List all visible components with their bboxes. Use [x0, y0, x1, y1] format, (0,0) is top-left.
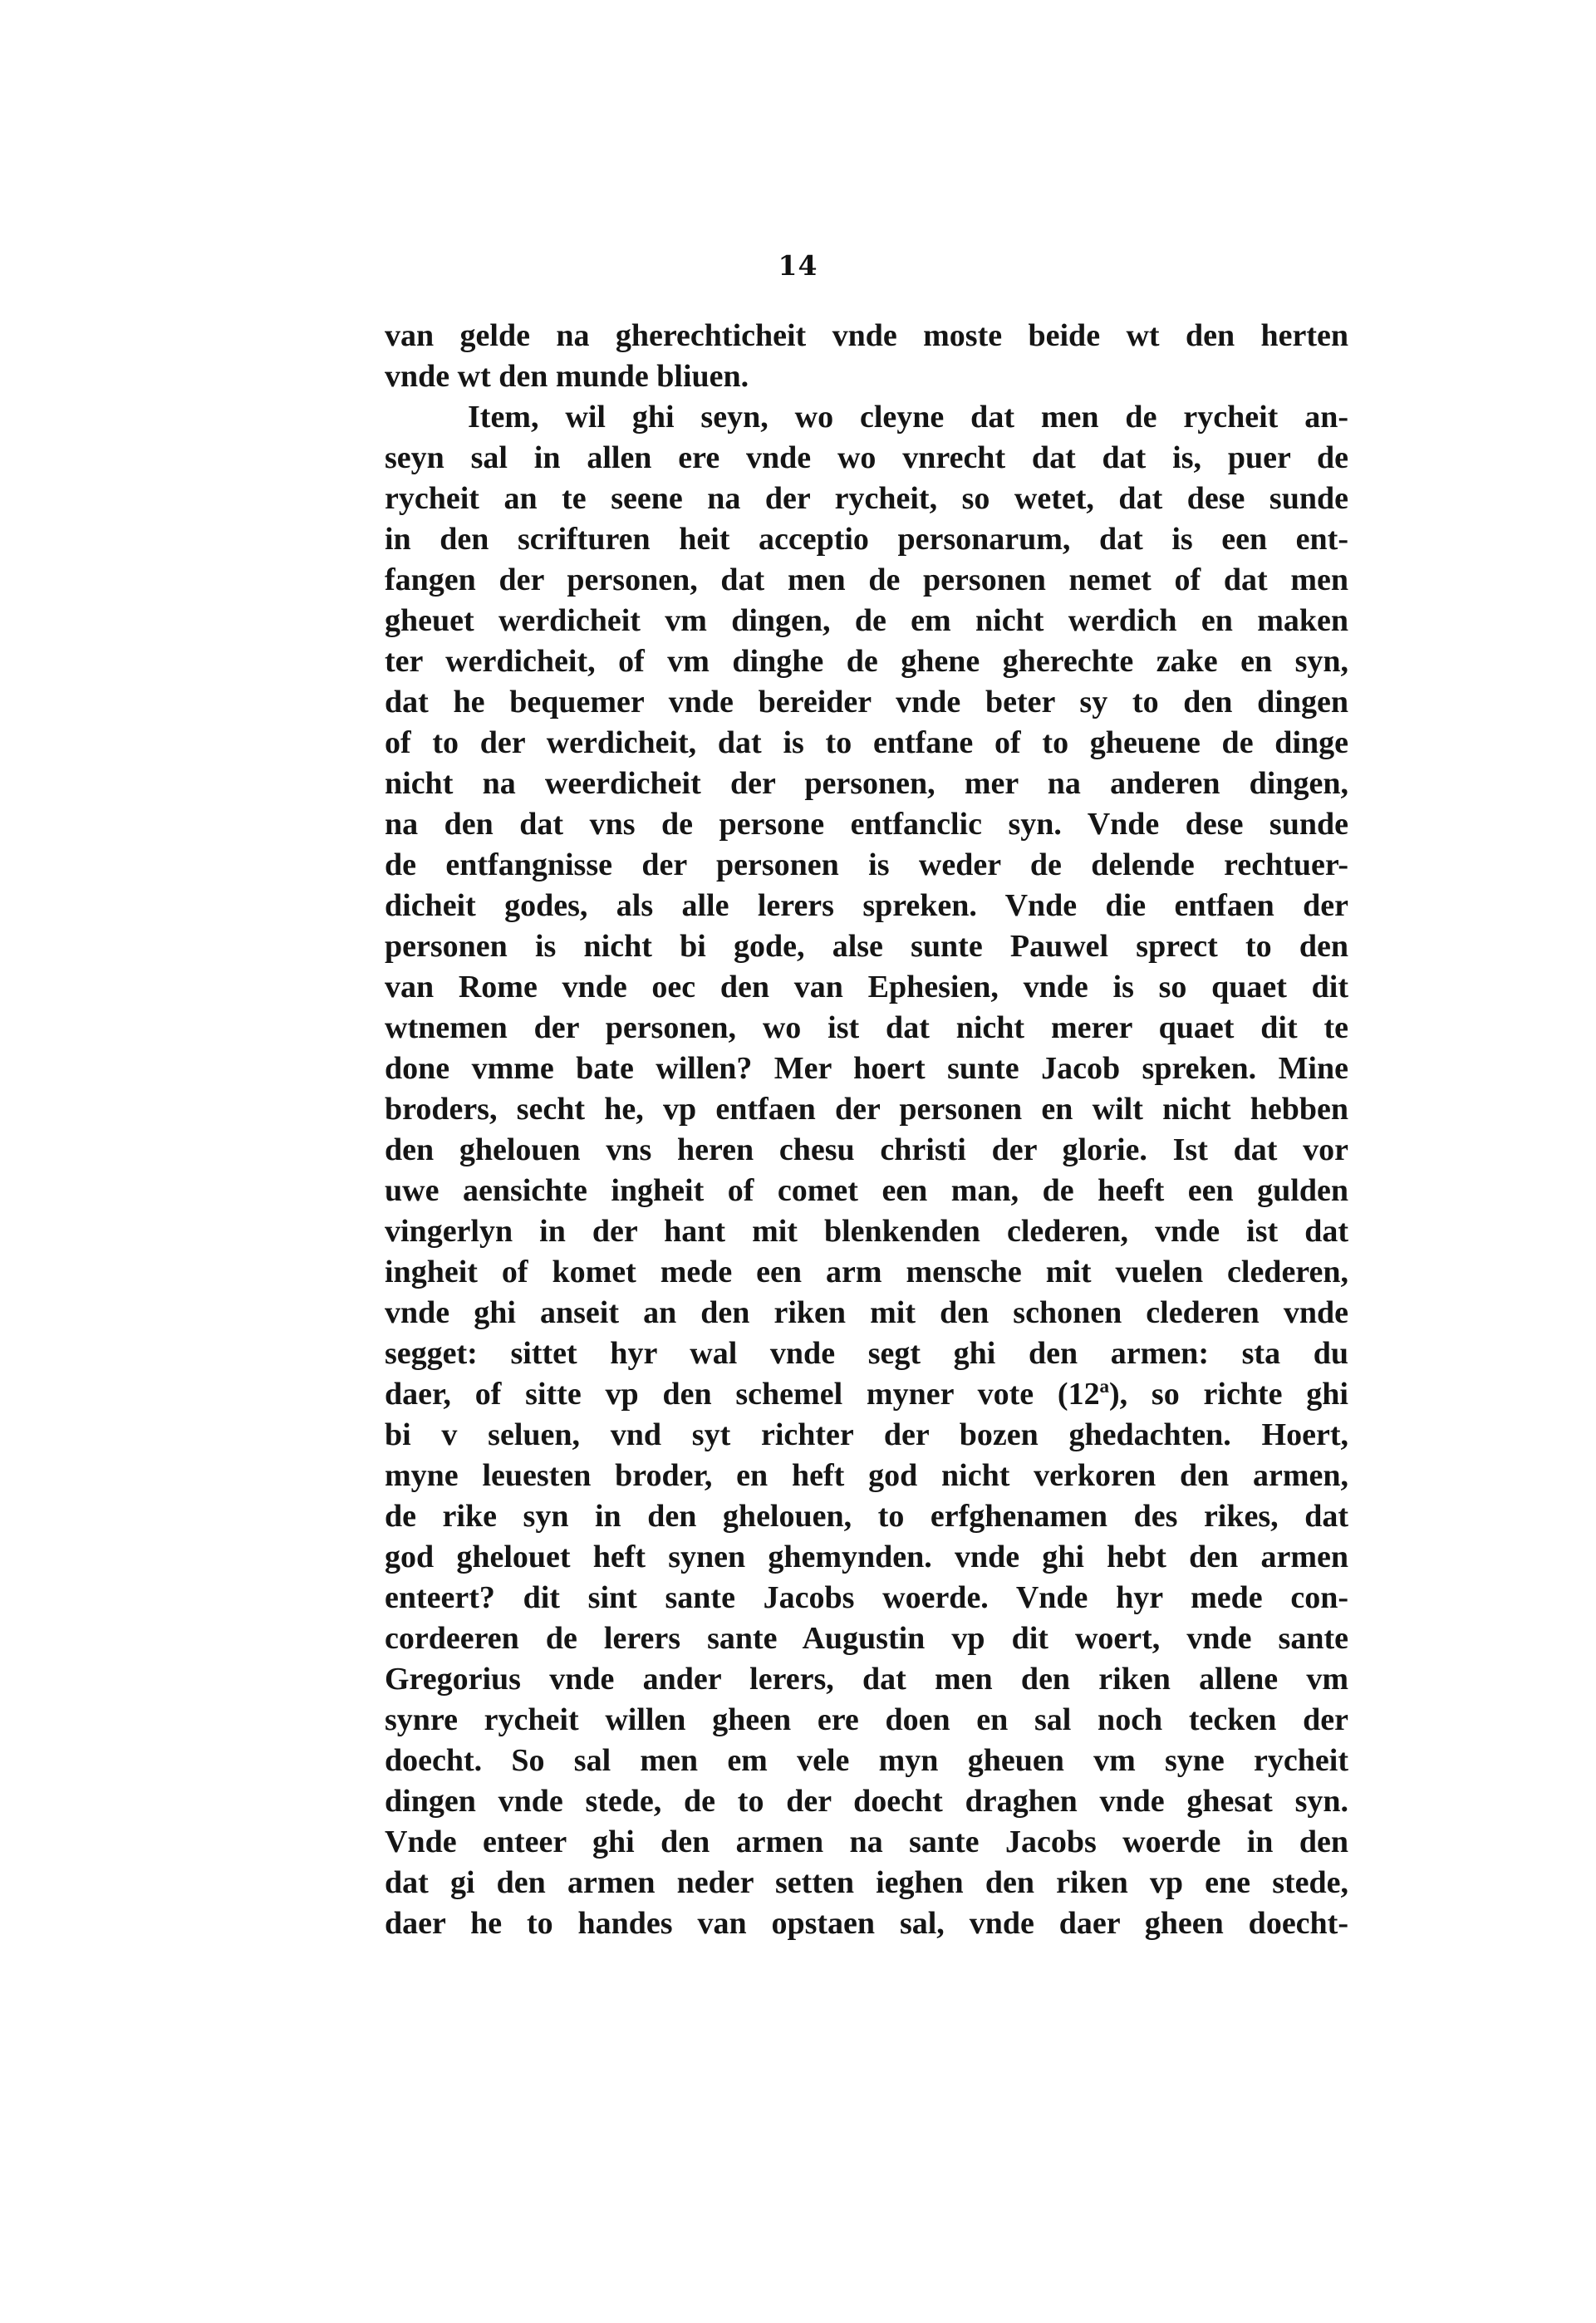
- text-line: personen is nicht bi gode, alse sunte Pauwel sprect to den: [385, 929, 1348, 964]
- text-line: den ghelouen vns heren chesu christi der glorie. Ist dat vor: [385, 1132, 1348, 1167]
- text-line: dingen vnde stede, de to der doecht draghen vnde ghesat syn.: [385, 1784, 1348, 1819]
- text-line: Item, wil ghi seyn, wo cleyne dat men de rycheit an-: [468, 400, 1348, 435]
- text-line: daer he to handes van opstaen sal, vnde daer gheen doecht-: [385, 1906, 1348, 1941]
- text-line: synre rycheit willen gheen ere doen en sal noch tecken der: [385, 1702, 1348, 1737]
- text-line: vingerlyn in der hant mit blenkenden clederen, vnde ist dat: [385, 1214, 1348, 1249]
- text-line: ingheit of komet mede een arm mensche mit vuelen clederen,: [385, 1255, 1348, 1289]
- text-line: uwe aensichte ingheit of comet een man, de heeft een gulden: [385, 1173, 1348, 1208]
- text-line: god ghelouet heft synen ghemynden. vnde ghi hebt den armen: [385, 1540, 1348, 1574]
- text-line: na den dat vns de persone entfanclic syn. Vnde dese sunde: [385, 807, 1348, 842]
- text-line: dat gi den armen neder setten ieghen den riken vp ene stede,: [385, 1865, 1348, 1900]
- text-line: dat he bequemer vnde bereider vnde beter sy to den dingen: [385, 685, 1348, 719]
- text-line: de rike syn in den ghelouen, to erfghenamen des rikes, dat: [385, 1499, 1348, 1534]
- text-line: van Rome vnde oec den van Ephesien, vnde is so quaet dit: [385, 970, 1348, 1004]
- text-line: of to der werdicheit, dat is to entfane of to gheuene de dinge: [385, 725, 1348, 760]
- text-line: Vnde enteer ghi den armen na sante Jacobs woerde in den: [385, 1825, 1348, 1859]
- text-line: bi v seluen, vnd syt richter der bozen ghedachten. Hoert,: [385, 1417, 1348, 1452]
- text-line: enteert? dit sint sante Jacobs woerde. Vnde hyr mede con-: [385, 1580, 1348, 1615]
- text-line: wtnemen der personen, wo ist dat nicht merer quaet dit te: [385, 1010, 1348, 1045]
- text-line: in den scrifturen heit acceptio personarum, dat is een ent-: [385, 522, 1348, 557]
- text-line: rycheit an te seene na der rycheit, so wetet, dat dese sunde: [385, 481, 1348, 516]
- text-line: Gregorius vnde ander lerers, dat men den riken allene vm: [385, 1662, 1348, 1697]
- page-number: 14: [778, 249, 818, 282]
- text-line: done vmme bate willen? Mer hoert sunte Jacob spreken. Mine: [385, 1051, 1348, 1086]
- text-line: segget: sittet hyr wal vnde segt ghi den armen: sta du: [385, 1336, 1348, 1371]
- text-line: cordeeren de lerers sante Augustin vp dit woert, vnde sante: [385, 1621, 1348, 1656]
- text-line: vnde ghi anseit an den riken mit den schonen clederen vnde: [385, 1295, 1348, 1330]
- text-line: doecht. So sal men em vele myn gheuen vm syne rycheit: [385, 1743, 1348, 1778]
- text-line: vnde wt den munde bliuen.: [385, 359, 749, 394]
- text-line: de entfangnisse der personen is weder de delende rechtuer-: [385, 847, 1348, 882]
- text-line: myne leuesten broder, en heft god nicht verkoren den armen,: [385, 1458, 1348, 1493]
- text-line: dicheit godes, als alle lerers spreken. Vnde die entfaen der: [385, 888, 1348, 923]
- body-text: [385, 316, 1348, 1944]
- text-line: broders, secht he, vp entfaen der personen en wilt nicht hebben: [385, 1092, 1348, 1127]
- text-line: nicht na weerdicheit der personen, mer na anderen dingen,: [385, 766, 1348, 801]
- text-line: daer, of sitte vp den schemel myner vote (12ª), so richte ghi: [385, 1377, 1348, 1412]
- text-line: gheuet werdicheit vm dingen, de em nicht werdich en maken: [385, 603, 1348, 638]
- text-line: ter werdicheit, of vm dinghe de ghene gherechte zake en syn,: [385, 644, 1348, 679]
- text-line: van gelde na gherechticheit vnde moste beide wt den herten: [385, 318, 1348, 353]
- text-line: seyn sal in allen ere vnde wo vnrecht dat dat is, puer de: [385, 440, 1348, 475]
- text-line: fangen der personen, dat men de personen nemet of dat men: [385, 562, 1348, 597]
